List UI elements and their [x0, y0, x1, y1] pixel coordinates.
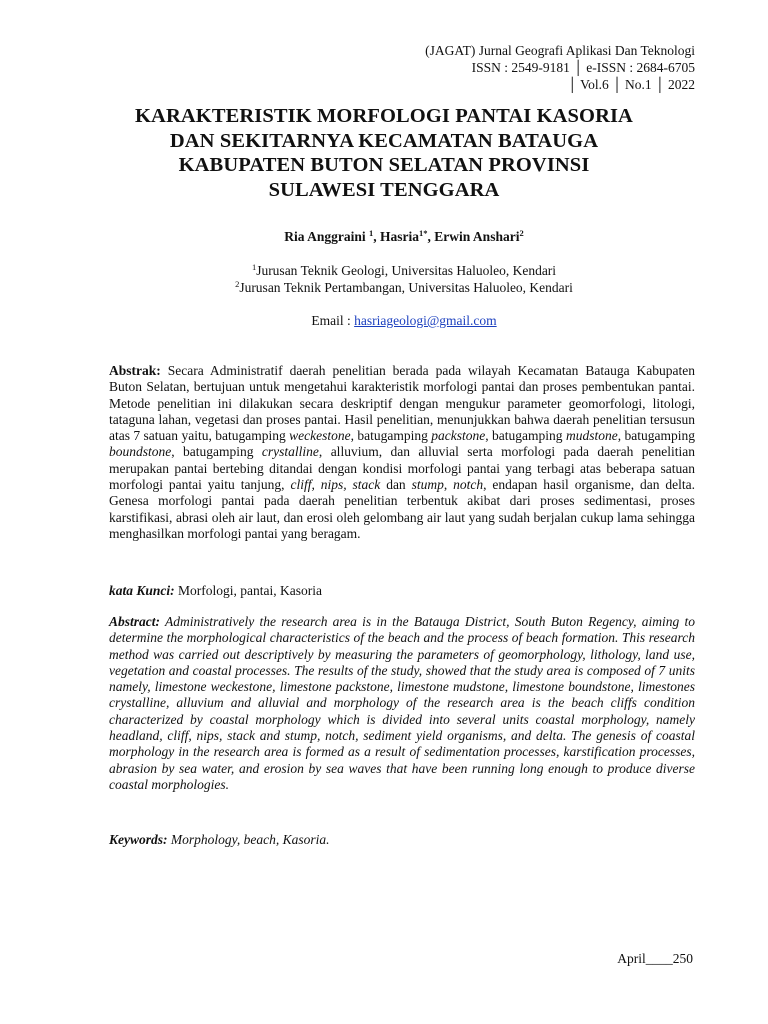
abstrak-term-boundstone: boundstone	[109, 444, 172, 460]
affiliation-1-text: Jurusan Teknik Geologi, Universitas Haluoleo, Kendari	[256, 263, 557, 278]
page-footer: April____250	[617, 951, 693, 966]
kata-kunci-label: kata Kunci:	[109, 583, 175, 598]
author-list	[0, 229, 768, 245]
journal-header	[425, 42, 695, 93]
title-line-1: KARAKTERISTIK MORFOLOGI PANTAI KASORIA	[135, 105, 633, 127]
keywords-text: Morphology, beach, Kasoria.	[167, 832, 330, 847]
abstract-text: Administratively the research area is in the Batauga District, South Buton Regency, aiming to determine the morphological characteristics of the beach and the process of beach formation. This research method was carried out descriptively by measuring the parameters of geomorphology, lithology, land use, vegetation and coastal processes. The results of the study, showed that the study area is composed of 7 units namely, limestone weckestone, limestone packstone, limestone mudstone, limestone boundstone, limestones crystalline, alluvium and alluvial and morphology of the research area is the beach cliffs condition characterized by coastal morphology which is divided into several units coastal morphology, namely headland, cliff, nips, stack and stump, notch, sediment yield organisms, and delta. The genesis of coastal morphology in the research area is formed as a result of sedimentation processes, karstification processes, abrasion by sea water, and erosion by sea waves that have been running long enough to produce diverse coastal morphologies.	[109, 614, 695, 792]
author-2: , Hasria	[373, 229, 420, 244]
kata-kunci-text: Morfologi, pantai, Kasoria	[174, 583, 322, 598]
abstrak-text-1: Secara Administratif daerah penelitian berada pada wilayah Kecamatan Batauga Kabupaten Buton Selatan, bertujuan untuk mengetahui karakteristik morfologi pantai dan proses pembentukan pantai. Metode penelitian ini dilakukan secara deskriptif dengan mengukur parameter geomorfologi, litologi, tataguna lahan, vegetasi dan proses pantai. Hasil penelitian, menunjukkan bahwa daerah penelitian tersusun atas 7 satuan yaitu, batugamping	[109, 363, 695, 444]
abstrak-text-8: ,	[443, 477, 454, 493]
abstrak-term-stump: stump	[411, 477, 444, 493]
email-label: Email :	[311, 313, 355, 328]
affiliation-1	[0, 262, 768, 279]
affiliation-2-text: Jurusan Teknik Pertambangan, Universitas Haluoleo, Kendari	[239, 280, 573, 295]
journal-name: (JAGAT) Jurnal Geografi Aplikasi Dan Teknologi	[425, 43, 695, 58]
abstrak-text-3: , batugamping	[485, 428, 566, 444]
author-3-sup: 2	[519, 228, 524, 238]
keywords-label: Keywords:	[109, 832, 168, 847]
paper-title	[90, 104, 678, 202]
abstrak-text-9: , endapan hasil organisme, dan delta. Genesa morfologi pantai pada daerah penelitian terbentuk akibat dari proses sedimentasi, proses karstifikasi, abrasi oleh air laut, dan erosi oleh gelombang air laut yang sudah berjalan cukup lama sehingga menghasilkan morfologi pantai yang beragam.	[109, 477, 695, 541]
affiliation-2-sup: 2	[235, 279, 240, 289]
email-line	[0, 313, 768, 329]
author-3: , Erwin Anshari	[427, 229, 520, 244]
title-line-2: DAN SEKITARNYA KECAMATAN BATAUGA	[169, 129, 599, 152]
abstrak-text-2: , batugamping	[350, 428, 432, 444]
affiliation-1-sup: 1	[251, 262, 257, 272]
abstrak-text-6: , alluvium, dan alluvial serta morfologi pada daerah penelitian merupakan pantai bertebing ditandai dengan kondisi morfologi pantai yang terbagi atas beberapa satuan morfologi pantai yaitu tanjung,	[109, 444, 695, 493]
abstrak-label: Abstrak:	[109, 363, 161, 378]
author-1: Ria Anggraini	[284, 229, 366, 244]
abstract-label: Abstract:	[109, 614, 161, 629]
abstrak-text-4: , batugamping	[617, 428, 695, 444]
abstrak-term-packstone: packstone	[431, 428, 486, 444]
author-1-sup: 1	[369, 228, 374, 238]
abstrak-paragraph	[109, 363, 695, 542]
title-line-3: KABUPATEN BUTON SELATAN PROVINSI	[178, 154, 590, 176]
abstrak-text-7: dan	[380, 477, 412, 493]
affiliations	[0, 262, 768, 296]
email-link[interactable]: hasriageologi@gmail.com	[354, 313, 497, 328]
affiliation-2	[0, 279, 768, 296]
abstrak-term-mudstone: mudstone	[565, 428, 618, 444]
abstrak-term-notch: notch	[453, 477, 484, 493]
abstrak-term-weckestone: weckestone	[289, 428, 351, 444]
keywords-line	[109, 832, 695, 848]
title-line-4: SULAWESI TENGGARA	[268, 178, 500, 201]
abstrak-text-5: , batugamping	[171, 444, 262, 460]
abstrak-term-cliff-nips-stack: cliff, nips, stack	[290, 477, 381, 493]
kata-kunci-line	[109, 583, 695, 599]
abstrak-term-crystalline: crystalline	[261, 444, 319, 460]
journal-volume: │ Vol.6 │ No.1 │ 2022	[567, 77, 695, 92]
journal-issn: ISSN : 2549-9181 │ e-ISSN : 2684-6705	[471, 60, 695, 75]
abstract-paragraph	[109, 614, 695, 793]
author-2-sup: 1*	[419, 228, 428, 238]
